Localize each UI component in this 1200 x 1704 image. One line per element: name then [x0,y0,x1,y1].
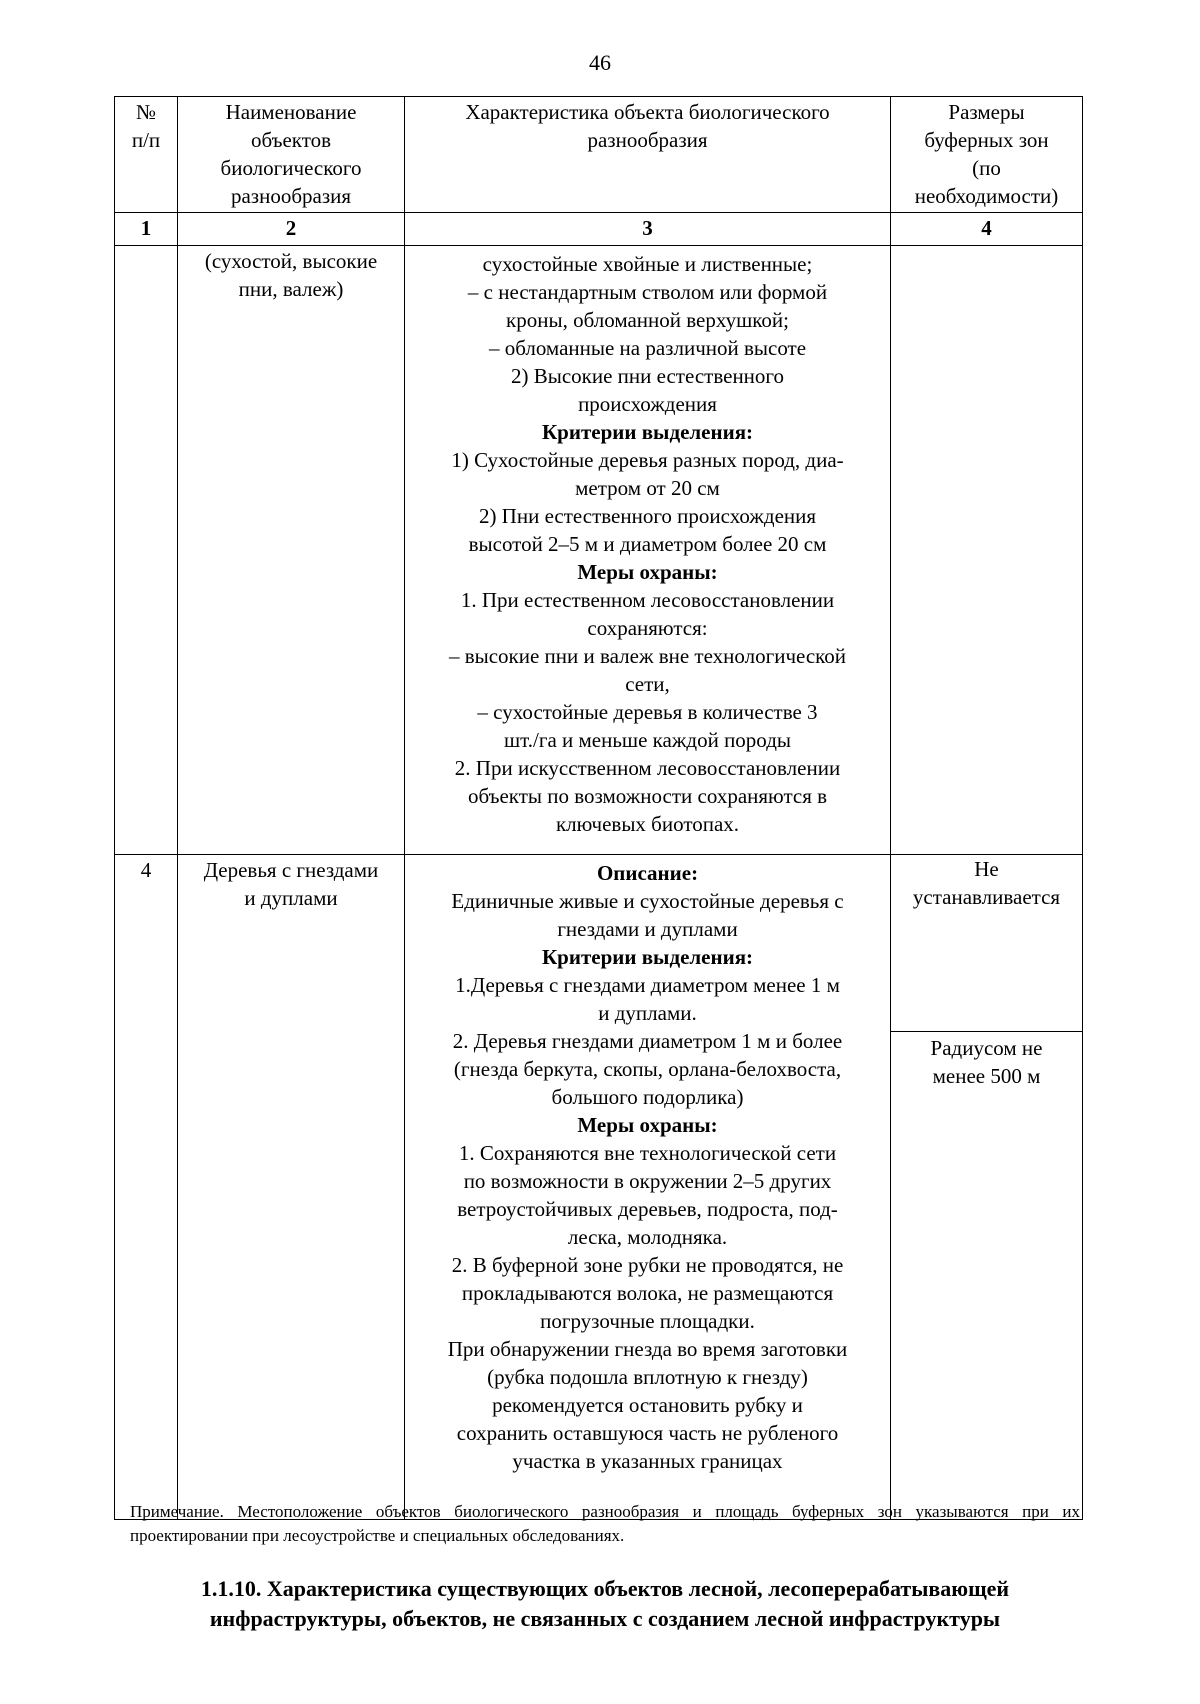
characteristic-line: погрузочные площадки. [540,1309,755,1333]
row-number: 4 [115,855,178,1520]
characteristic-line: сухостойные хвойные и лиственные; [482,252,813,276]
section-label: Меры охраны: [577,1113,718,1137]
column-number: 3 [405,213,891,246]
section-label: Меры охраны: [577,560,718,584]
characteristic-line: гнездами и дуплами [557,917,738,941]
column-number: 2 [178,213,405,246]
characteristic-line: шт./га и меньше каждой породы [503,728,791,752]
header-name: Наименование объектов биологического разнообразия [178,97,405,213]
header-characteristic: Характеристика объекта биологического разнообразия [405,97,891,213]
object-characteristic [405,855,891,1520]
characteristic-line: 2) Высокие пни естественного [510,364,785,388]
characteristic-line: 1. При естественном лесовосстановлении [460,588,835,612]
characteristic-line: по возможности в окружении 2–5 других [463,1169,832,1193]
characteristic-line: высотой 2–5 м и диаметром более 20 см [468,532,827,556]
header-buffer-size: Размеры буферных зон (по необходимости) [891,97,1083,213]
table-header-row [115,97,1083,213]
characteristic-line: прокладываются волока, не размещаются [461,1281,834,1305]
characteristic-line: 2) Пни естественного происхождения [478,504,817,528]
characteristic-line: участка в указанных границах [512,1449,783,1473]
characteristic-line: При обнаружении гнезда во время заготовки [447,1337,848,1361]
characteristic-line: (гнезда беркута, скопы, орлана-белохвоста, [453,1057,842,1081]
row-number [115,246,178,855]
characteristic-line: 1. Сохраняются вне технологической сети [458,1141,837,1165]
characteristic-line: 2. Деревья гнездами диаметром 1 м и более [452,1029,843,1053]
characteristic-line: (рубка подошла вплотную к гнезду) [487,1365,808,1389]
characteristic-line: леска, молодняка. [567,1225,728,1249]
buffer-size [891,246,1083,855]
characteristic-line: и дуплами. [598,1001,697,1025]
characteristic-line: объекты по возможности сохраняются в [467,784,828,808]
column-number: 4 [891,213,1083,246]
characteristic-line: большого подорлика) [551,1085,744,1109]
section-heading: 1.1.10. Характеристика существующих объектов лесной, лесоперерабатывающей инфраструктуры, объектов, не связанных с созданием лесной инфраструктуры [200,1576,1010,1631]
buffer-size-bottom: Радиусом не менее 500 м [891,1031,1082,1090]
object-name: Деревья с гнездами и дуплами [178,855,405,1520]
characteristic-line: 1.Деревья с гнездами диаметром менее 1 м [455,973,840,997]
characteristic-line: Единичные живые и сухостойные деревья с [451,889,844,913]
characteristic-line: 1) Сухостойные деревья разных пород, диа- [451,448,844,472]
section-label: Критерии выделения: [541,420,754,444]
object-name: (сухостой, высокие пни, валеж) [178,246,405,855]
characteristic-line: 2. При искусственном лесовосстановлении [454,756,841,780]
section-label: Критерии выделения: [541,945,754,969]
header-num: № п/п [115,97,178,213]
table-row [115,855,1083,1520]
characteristic-line: – сухостойные деревья в количестве 3 [477,700,818,724]
characteristic-line: ключевых биотопах. [555,812,740,836]
biodiversity-table [114,96,1083,1520]
object-characteristic [405,246,891,855]
characteristic-line: происхождения [578,392,717,416]
characteristic-line: кроны, обломанной верхушкой; [506,308,789,332]
characteristic-line: сохраняются: [587,616,708,640]
characteristic-line: ветроустойчивых деревьев, подроста, под- [457,1197,838,1221]
characteristic-lines [413,250,882,838]
characteristic-line: – обломанные на различной высоте [488,336,807,360]
column-numbers-row [115,213,1083,246]
characteristic-line: – с нестандартным стволом или формой [467,280,828,304]
section-label: Описание: [596,861,699,885]
page-number: 46 [589,50,611,75]
characteristic-line: сохранить оставшуюся часть не рубленого [456,1421,839,1445]
table-note: Примечание. Местоположение объектов биологического разнообразия и площадь буферных зон указываются при их проектировании при лесоустройстве и специальных обследованиях. [130,1502,1080,1545]
characteristic-line: 2. В буферной зоне рубки не проводятся, не [451,1253,844,1277]
column-number: 1 [115,213,178,246]
table-row [115,246,1083,855]
characteristic-line: метром от 20 см [575,476,720,500]
buffer-size [891,855,1083,1520]
buffer-size-top: Не устанавливается [912,857,1061,909]
characteristic-line: сети, [625,672,670,696]
characteristic-line: – высокие пни и валеж вне технологической [448,644,847,668]
characteristic-lines [413,859,882,1475]
characteristic-line: рекомендуется остановить рубку и [492,1393,803,1417]
